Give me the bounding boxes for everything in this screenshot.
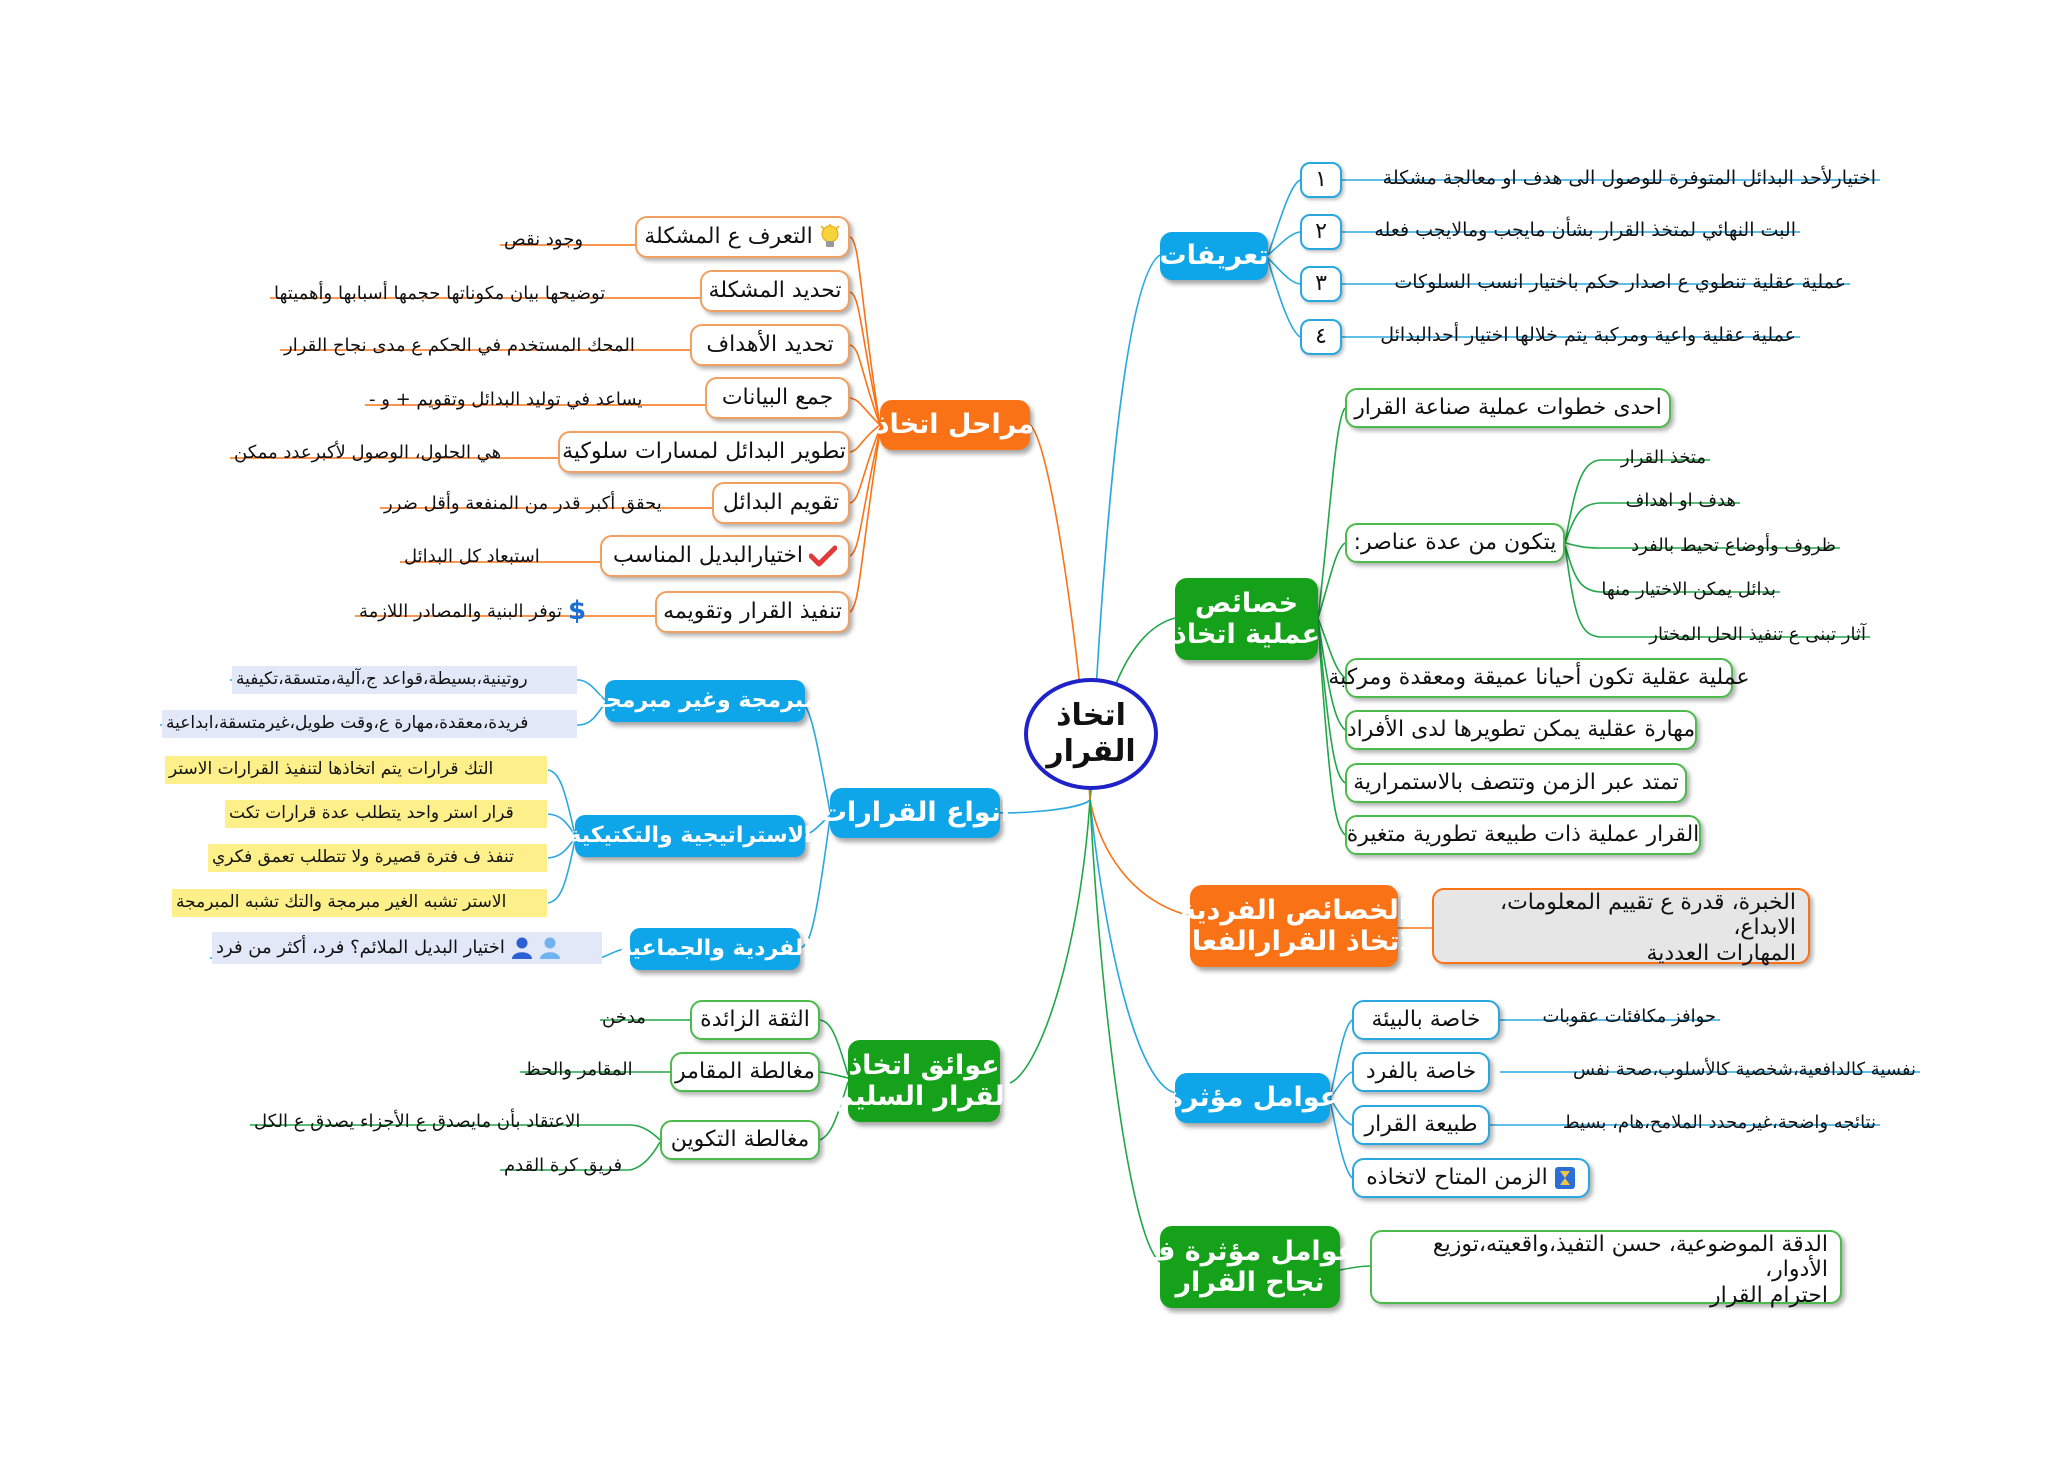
- factor-environment-label: خاصة بالبيئة: [1371, 1007, 1481, 1033]
- characteristic-other-1: [1328, 658, 1750, 698]
- characteristic-step: [1345, 388, 1671, 428]
- programmed-leaf-1: روتينية،بسيطة،قواعد ج،آلية،متسقة،تكيفية: [232, 666, 577, 694]
- type-programmed: [592, 680, 818, 722]
- type-individual-group-label: الفردية والجماعية: [619, 936, 811, 962]
- hourglass-icon: [1554, 1166, 1576, 1190]
- obstacles-title-line1: عوائق اتخاذ: [848, 1049, 1000, 1081]
- factors-topic: [1166, 1073, 1339, 1123]
- stage-identify-problem-label: التعرف ع المشكلة: [644, 224, 813, 250]
- element-item-2: هدف او اهداف: [1625, 489, 1736, 511]
- success-details-line2: احترام القرار: [1709, 1282, 1828, 1308]
- characteristic-other-3: [1345, 763, 1687, 803]
- gambler-fallacy-leaf: المقامر والحظ: [524, 1058, 633, 1080]
- obstacles-title-line2: القرار السليم: [834, 1081, 1014, 1112]
- stage-evaluate-alternatives-label: تقويم البدائل: [722, 490, 840, 516]
- factors-title: عوامل مؤثرة: [1166, 1082, 1339, 1114]
- composition-fallacy-leaf-2: فريق كرة القدم: [504, 1154, 623, 1176]
- stage-develop-alternatives-label: تطوير البدائل لمسارات سلوكية: [562, 439, 846, 465]
- definition-text-2: البت النهائي لمتخذ القرار بشأن مايجب ومالايجب فعله: [1374, 219, 1796, 242]
- strategic-leaf-1: التك قرارات يتم اتخاذها لتنفيذ القرارات الاستر: [165, 756, 547, 784]
- definition-number-2-label: ٢: [1315, 219, 1327, 245]
- obstacle-composition-fallacy-label: مغالطة التكوين: [670, 1127, 810, 1153]
- stage-define-problem: [700, 270, 850, 312]
- programmed-leaf-2: فريدة،معقدة،مهارة ع،وقت طويل،غيرمتسقة،ابداعية: [162, 710, 577, 738]
- overconfidence-leaf: مدخن: [602, 1006, 646, 1028]
- characteristic-other-1-label: عملية عقلية تكون أحيانا عميقة ومعقدة ومركبة: [1328, 665, 1750, 691]
- element-item-5: آثار تبنى ع تنفيذ الحل المختار: [1649, 623, 1866, 645]
- definition-text-1: اختيارلأحد البدائل المتوفرة للوصول الى هدف او معالجة مشكلة: [1382, 167, 1876, 190]
- types-topic: [819, 788, 1011, 838]
- types-title: أنواع القرارات: [819, 797, 1011, 829]
- stage-choose-alternative-label: اختيارالبديل المناسب: [612, 543, 803, 569]
- factor-decision-nature: [1352, 1105, 1490, 1145]
- central-topic-line2: القرار: [1046, 734, 1136, 769]
- central-topic: [1024, 678, 1158, 790]
- obstacle-composition-fallacy: [660, 1120, 820, 1160]
- composition-fallacy-leaf-1: الاعتقاد بأن مايصدق ع الأجزاء يصدق ع الكل: [254, 1110, 581, 1132]
- characteristic-step-label: احدى خطوات عملية صناعة القرار: [1354, 395, 1662, 421]
- stage-develop-alternatives: [558, 431, 850, 473]
- strategic-leaf-2: قرار استر واحد يتطلب عدة قرارات تكت: [225, 800, 547, 828]
- definition-number-3: [1300, 266, 1342, 302]
- definitions-title: تعريفات: [1159, 240, 1269, 272]
- stage-collect-data-label: جمع البيانات: [721, 385, 834, 411]
- factor-decision-nature-label: طبيعة القرار: [1364, 1112, 1478, 1138]
- factor-individual: [1352, 1052, 1490, 1092]
- factor-individual-label: خاصة بالفرد: [1365, 1059, 1477, 1085]
- obstacle-gambler-fallacy-label: مغالطة المقامر: [675, 1059, 815, 1085]
- stage-choose-alternative: [600, 535, 850, 577]
- user-icon: [511, 936, 533, 960]
- individual-title-line2: لاتخاذ القرارالفعال: [1168, 926, 1420, 957]
- factor-available-time: [1352, 1158, 1590, 1198]
- individual-details: [1432, 888, 1810, 964]
- characteristic-elements-label: يتكون من عدة عناصر:: [1353, 530, 1557, 556]
- success-details-line1: الدقة الموضوعية، حسن التفيذ،واقعيته،توزيع الأدوار،: [1432, 1232, 1828, 1283]
- central-topic-line1: اتخاذ: [1056, 698, 1126, 733]
- characteristic-other-4: [1345, 815, 1701, 855]
- stage-choose-alternative-leaf: استبعاد كل البدائل: [404, 545, 540, 567]
- factor-decision-nature-leaf: نتائجه واضحة،غيرمحدد الملامح،هام، بسيط: [1562, 1111, 1876, 1133]
- stage-implement-evaluate-leaf-label: توفر البنية والمصادر اللازمة: [359, 600, 563, 622]
- obstacle-overconfidence: [690, 1000, 820, 1040]
- individual-characteristics-topic: [1168, 885, 1420, 967]
- type-individual-group: [619, 928, 811, 970]
- success-details: [1370, 1230, 1842, 1308]
- group-leaf: [212, 932, 602, 964]
- definition-text-4: عملية عقلية واعية ومركبة يتم خلالها اختيار أحدالبدائل: [1380, 324, 1796, 347]
- success-factors-topic: [1143, 1226, 1357, 1308]
- element-item-1: متخذ القرار: [1620, 446, 1706, 468]
- factor-environment-leaf: حوافز مكافئات عقوبات: [1542, 1005, 1716, 1027]
- element-item-3: ظروف وأوضاع تحيط بالفرد: [1631, 534, 1836, 556]
- factor-available-time-label: الزمن المتاح لاتخاذه: [1366, 1165, 1548, 1191]
- stage-develop-alternatives-leaf: هي الحلول، الوصول لأكبرعدد ممكن: [234, 441, 502, 463]
- stage-define-problem-leaf: توضيحها بيان مكوناتها حجمها أسبابها وأهميتها: [274, 282, 606, 304]
- type-programmed-label: مبرمجة وغير مبرمجة: [592, 688, 818, 714]
- stage-evaluate-alternatives-leaf: يحقق أكبر قدر من المنفعة وأقل ضرر: [384, 492, 662, 514]
- stage-identify-problem-leaf: وجود نقص: [504, 228, 584, 250]
- definition-text-3: عملية عقلية تنطوي ع اصدار حكم باختيار انسب السلوكات: [1394, 271, 1846, 294]
- stage-define-problem-label: تحديد المشكلة: [708, 278, 842, 304]
- obstacles-topic: [834, 1040, 1014, 1122]
- stage-implement-evaluate-label: تنفيذ القرار وتقويمه: [663, 599, 842, 625]
- characteristic-other-2: [1345, 710, 1697, 750]
- stage-collect-data-leaf: يساعد في توليد البدائل وتقويم + و -: [369, 388, 643, 410]
- definition-number-1-label: ١: [1315, 167, 1327, 193]
- obstacle-gambler-fallacy: [670, 1052, 820, 1092]
- characteristic-other-4-label: القرار عملية ذات طبيعة تطورية متغيرة: [1346, 822, 1700, 848]
- type-strategic-label: الاستراتيجية والتكتيكية: [568, 823, 812, 849]
- definition-number-1: [1300, 162, 1342, 198]
- stage-define-goals-leaf: المحك المستخدم في الحكم ع مدى نجاح القرار: [284, 334, 635, 356]
- individual-title-line1: الخصائص الفردية: [1180, 894, 1408, 926]
- characteristics-title-line1: خصائص: [1194, 587, 1299, 619]
- stages-topic: [875, 400, 1035, 450]
- stage-identify-problem: [635, 216, 850, 258]
- individual-details-line1: الخبرة، قدرة ع تقييم المعلومات، الابداع،: [1499, 890, 1796, 941]
- factor-environment: [1352, 1000, 1500, 1040]
- success-title-line2: نجاح القرار: [1175, 1267, 1325, 1298]
- stage-evaluate-alternatives: [712, 482, 850, 524]
- success-title-line1: عوامل مؤثرة ف: [1143, 1235, 1357, 1267]
- individual-details-line2: المهارات العددية: [1646, 940, 1796, 966]
- user-icon: [539, 936, 561, 960]
- checkmark-icon: [809, 545, 837, 567]
- factor-individual-leaf: نفسية كالدافعية،شخصية كالأسلوب،صحة نفس: [1572, 1058, 1916, 1080]
- definitions-topic: [1160, 232, 1268, 280]
- characteristics-title-line2: عملية اتخاذ: [1172, 619, 1321, 650]
- stage-define-goals-label: تحديد الأهداف: [706, 332, 834, 358]
- dollar-icon: $: [568, 596, 587, 627]
- group-leaf-label: اختيار البديل الملائم؟ فرد، أكثر من فرد: [216, 936, 505, 958]
- stage-implement-evaluate-leaf: [355, 598, 635, 626]
- strategic-leaf-3: تنفذ ف فترة قصيرة ولا تتطلب تعمق فكري: [208, 844, 547, 872]
- lightbulb-icon: [819, 224, 841, 250]
- strategic-leaf-4: الاستر تشبه الغير مبرمجة والتك تشبه المبرمجة: [172, 889, 547, 917]
- obstacle-overconfidence-label: الثقة الزائدة: [700, 1007, 810, 1033]
- type-strategic: [568, 815, 812, 857]
- definition-number-4-label: ٤: [1315, 324, 1327, 350]
- stage-collect-data: [705, 377, 850, 419]
- characteristic-elements: [1345, 523, 1565, 563]
- stages-title: مراحل اتخاذ: [875, 409, 1035, 441]
- characteristics-topic: [1172, 578, 1321, 660]
- definition-number-3-label: ٣: [1315, 271, 1327, 297]
- stage-define-goals: [690, 324, 850, 366]
- stage-implement-evaluate: [655, 591, 850, 633]
- characteristic-other-2-label: مهارة عقلية يمكن تطويرها لدى الأفراد: [1346, 717, 1696, 743]
- element-item-4: بدائل يمكن الاختيار منها: [1601, 578, 1776, 600]
- characteristic-other-3-label: تمتد عبر الزمن وتتصف بالاستمرارية: [1353, 770, 1679, 796]
